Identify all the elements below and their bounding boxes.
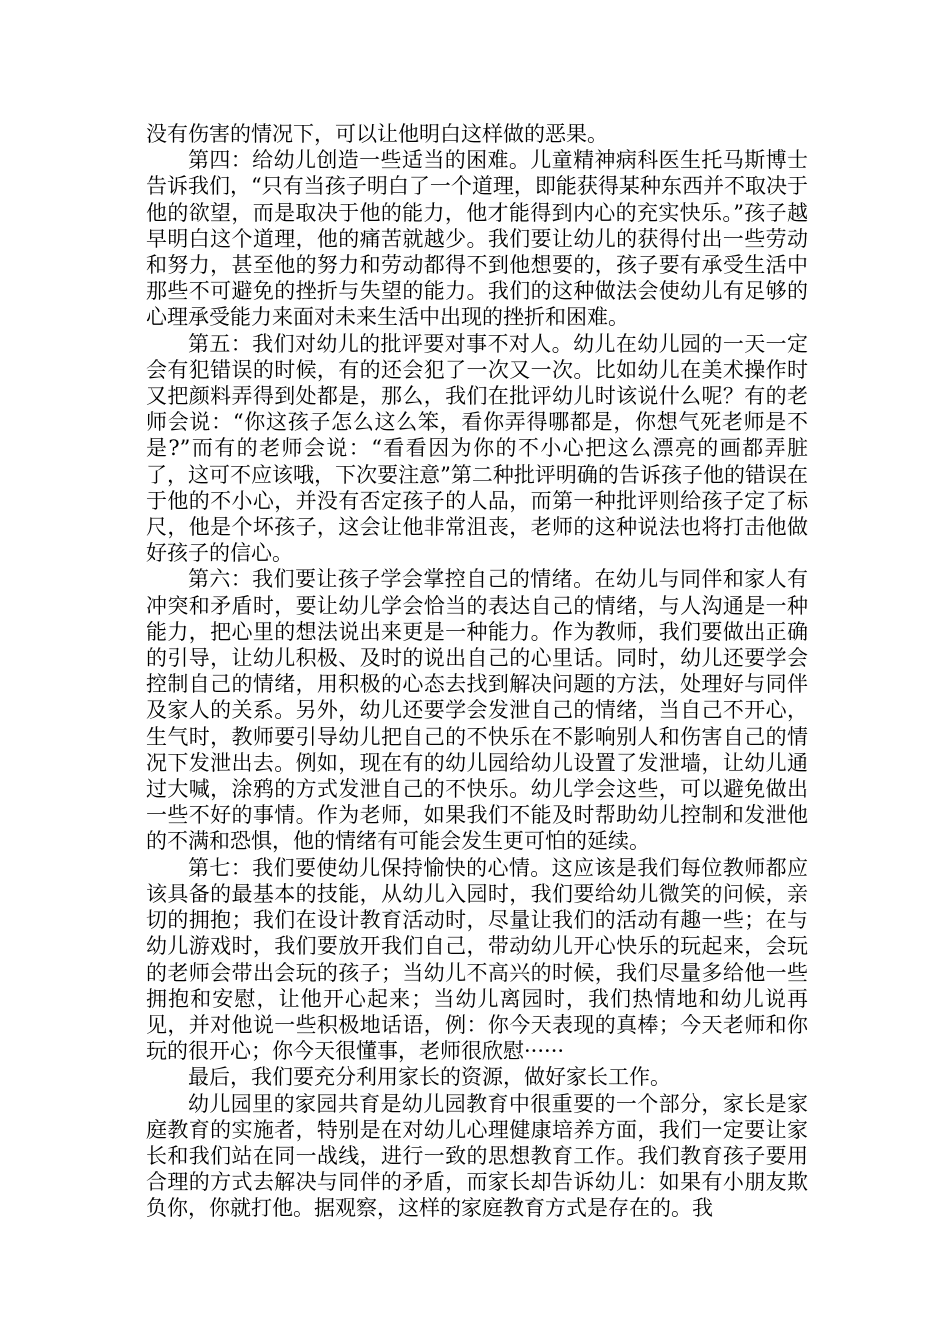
paragraph-finally: 最后，我们要充分利用家长的资源，做好家长工作。 [188,1065,671,1090]
paragraph-point-five: 第五：我们对幼儿的批评要对事不对人。幼儿在幼儿园的一天一定会有犯错误的时候，有的还会犯了一次又一次。比如幼儿在美术操作时又把颜料弄得到处都是，那么，我们在批评幼儿时该说什么呢？有的老师会说：“你这孩子怎么这么笨，看你弄得哪都是，你想气死老师是不是?”而有的老师会说：“看看因为你的不小心把这么漂亮的画都弄脏了，这可不应该哦，下次要注意”第二种批评明确的告诉孩子他的错误在于他的不小心，并没有否定孩子的人品，而第一种批评则给孩子定了标尺，他是个坏孩子，这会让他非常沮丧，老师的这种说法也将打击他做好孩子的信心。 [146,331,808,566]
paragraph-point-four: 第四：给幼儿创造一些适当的困难。儿童精神病科医生托马斯博士告诉我们，“只有当孩子明白了一个道理，即能获得某种东西并不取决于他的欲望，而是取决于他的能力，他才能得到内心的充实快乐。”孩子越早明白这个道理，他的痛苦就越少。我们要让幼儿的获得付出一些劳动和努力，甚至他的努力和劳动都得不到他想要的，孩子要有承受生活中那些不可避免的挫折与失望的能力。我们的这种做法会使幼儿有足够的心理承受能力来面对未来生活中出现的挫折和困难。 [146,148,808,330]
paragraph-continuation: 没有伤害的情况下，可以让他明白这样做的恶果。 [146,122,608,146]
document-body [146,121,808,1222]
paragraph-home-school: 幼儿园里的家园共育是幼儿园教育中很重要的一个部分，家长是家庭教育的实施者，特别是在对幼儿心理健康培养方面，我们一定要让家长和我们站在同一战线，进行一致的思想教育工作。我们教育孩子要用合理的方式去解决与同伴的矛盾，而家长却告诉幼儿：如果有小朋友欺负你，你就打他。据观察，这样的家庭教育方式是存在的。我 [146,1091,808,1221]
paragraph-point-six: 第六：我们要让孩子学会掌控自己的情绪。在幼儿与同伴和家人有冲突和矛盾时，要让幼儿学会恰当的表达自己的情绪，与人沟通是一种能力，把心里的想法说出来更是一种能力。作为教师，我们要做出正确的引导，让幼儿积极、及时的说出自己的心里话。同时，幼儿还要学会控制自己的情绪，用积极的心态去找到解决问题的方法，处理好与同伴及家人的关系。另外，幼儿还要学会发泄自己的情绪，当自己不开心，生气时，教师要引导幼儿把自己的不快乐在不影响别人和伤害自己的情况下发泄出去。例如，现在有的幼儿园给幼儿设置了发泄墙，让幼儿通过大喊，涂鸦的方式发泄自己的不快乐。幼儿学会这些，可以避免做出一些不好的事情。作为老师，如果我们不能及时帮助幼儿控制和发泄他的不满和恐惧，他的情绪有可能会发生更可怕的延续。 [146,567,808,854]
paragraph-point-seven: 第七：我们要使幼儿保持愉快的心情。这应该是我们每位教师都应该具备的最基本的技能，从幼儿入园时，我们要给幼儿微笑的问候，亲切的拥抱；我们在设计教育活动时，尽量让我们的活动有趣一些；在与幼儿游戏时，我们要放开我们自己，带动幼儿开心快乐的玩起来，会玩的老师会带出会玩的孩子；当幼儿不高兴的时候，我们尽量多给他一些拥抱和安慰，让他开心起来；当幼儿离园时，我们热情地和幼儿说再见，并对他说一些积极地话语，例：你今天表现的真棒；今天老师和你玩的很开心；你今天很懂事，老师很欣慰······ [146,855,808,1064]
